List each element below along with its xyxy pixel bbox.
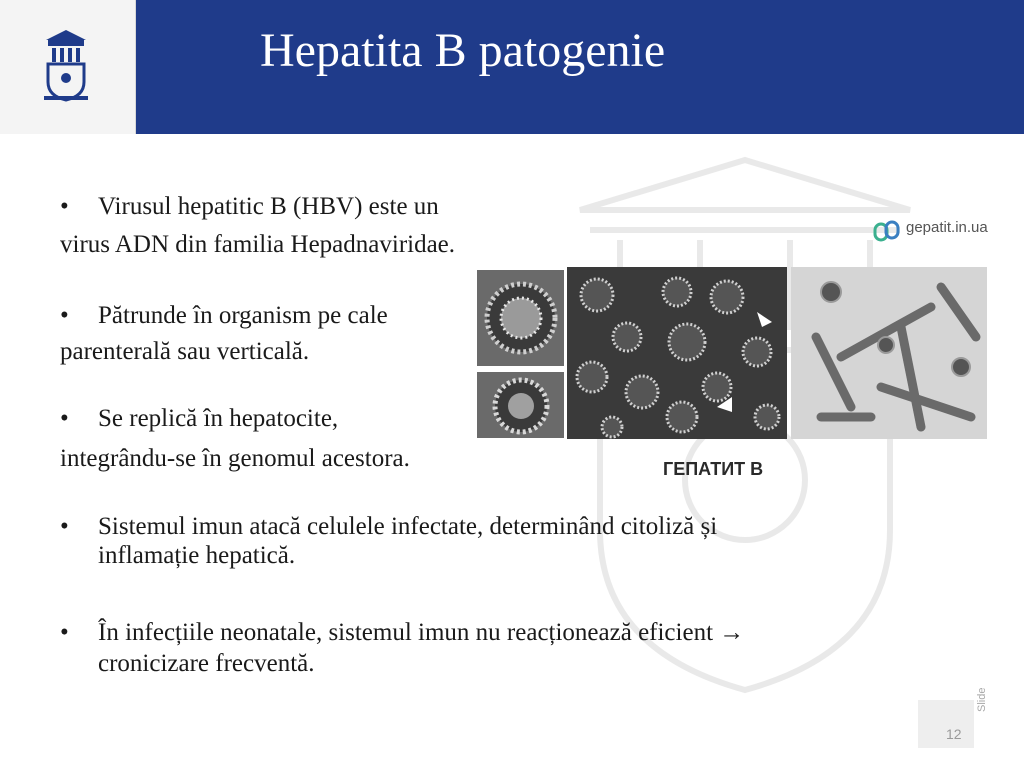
- slide-label: Slide: [976, 687, 988, 712]
- bullet-4-line-2: inflamație hepatică.: [98, 542, 296, 569]
- micrograph-virion-top: [477, 270, 564, 366]
- page-number: 12: [946, 726, 962, 742]
- bullet-4-line-1: Sistemul imun atacă celulele infectate, determinând citoliză și: [98, 513, 718, 540]
- micrograph-dane-particles: [567, 267, 787, 439]
- bullet-1-line-2: virus ADN din familia Hepadnaviridae.: [60, 231, 456, 258]
- brand-text: gepatit.in.ua: [906, 219, 988, 236]
- bullet-2-line-2: parenterală sau verticală.: [60, 338, 310, 365]
- bullet-marker: •: [60, 193, 69, 220]
- bullet-marker: •: [60, 619, 69, 646]
- micrograph-virion-bottom: [477, 372, 564, 438]
- bullet-2-line-1: Pătrunde în organism pe cale: [98, 302, 388, 329]
- bullet-marker: •: [60, 405, 69, 432]
- bullet-1-line-1: Virusul hepatitic B (HBV) este un: [98, 193, 439, 220]
- bullet-3-line-1: Se replică în hepatocite,: [98, 405, 339, 432]
- bullet-5-line-1: În infecțiile neonatale, sistemul imun nu reacționează eficient →: [98, 619, 745, 646]
- bullet-5-line-2: cronicizare frecventă.: [98, 650, 315, 677]
- university-logo: [0, 0, 135, 134]
- bullet-marker: •: [60, 302, 69, 329]
- bullet-marker: •: [60, 513, 69, 540]
- bullet-3-line-2: integrându-se în genomul acestora.: [60, 445, 410, 472]
- slide-title: Hepatita B patogenie: [260, 24, 666, 77]
- logo-panel: [0, 0, 136, 134]
- figure-caption: ГЕПАТИТ В: [663, 459, 764, 479]
- micrograph-filaments: [791, 267, 987, 439]
